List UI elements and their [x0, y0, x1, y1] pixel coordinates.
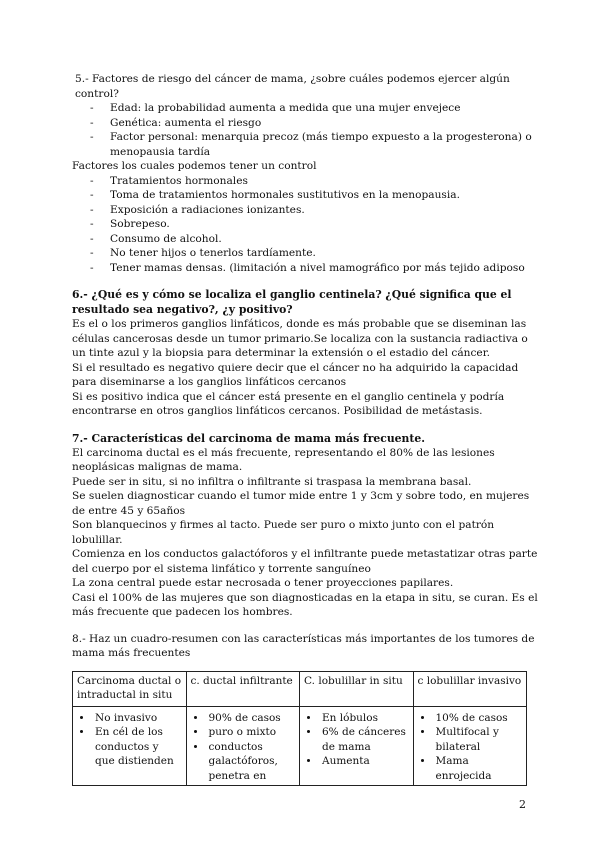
list-item: • 10% de casos [434, 711, 523, 726]
q6-paragraph: Es el o los primeros ganglios linfáticos, donde es más probable que se diseminan las células cancerosas desde un tumor primario.Se localiza con la sustancia radiactiva o un tinte azul y la biopsia para determinar la extensión o el estadio del cáncer. [72, 318, 528, 359]
table-header-cell: Carcinoma ductal o intraductal in situ [73, 671, 187, 706]
list-item: - Sobrepeso. [90, 217, 542, 232]
q7-paragraph: El carcinoma ductal es el más frecuente, representando el 80% de las lesiones neoplásicas malignas de mama. [72, 446, 495, 473]
list-item: • Multifocal y bilateral [434, 725, 523, 754]
list-item: - Edad: la probabilidad aumenta a medida que una mujer envejece [90, 101, 542, 116]
table-cell [300, 706, 414, 786]
list-item: - Consumo de alcohol. [90, 232, 542, 247]
q6-title: 6.- ¿Qué es y cómo se localiza el ganglio centinela? ¿Qué significa que el resultado sea negativo?, ¿y positivo? [72, 288, 512, 316]
list-item: - Exposición a radiaciones ionizantes. [90, 203, 542, 218]
table-row [73, 706, 527, 786]
list-item: - Toma de tratamientos hormonales sustitutivos en la menopausia. [90, 188, 542, 203]
table-cell [413, 706, 527, 786]
list-item: • No invasivo [93, 711, 182, 726]
list-item: • puro o mixto [207, 725, 296, 740]
list-item: • Mama enrojecida [434, 754, 523, 783]
q8-title: 8.- Haz un cuadro-resumen con las características más importantes de los tumores de mama más frecuentes [72, 632, 535, 659]
table-cell [186, 706, 300, 786]
list-item: - No tener hijos o tenerlos tardíamente. [90, 246, 542, 261]
list-item: • 90% de casos [207, 711, 296, 726]
table-header-row [73, 671, 527, 706]
q5-subtitle: Factores los cuales podemos tener un control [72, 160, 317, 172]
summary-table [72, 671, 527, 787]
q7-title: 7.- Características del carcinoma de mama más frecuente. [72, 431, 426, 445]
q7-paragraph: Puede ser in situ, si no infiltra o infiltrante si traspasa la membrana basal. [72, 475, 472, 488]
table-header-cell: C. lobulillar in situ [300, 671, 414, 706]
list-item: - Tener mamas densas. (limitación a nivel mamográfico por más tejido adiposo [90, 261, 542, 276]
q6-paragraph: Si es positivo indica que el cáncer está presente en el ganglio centinela y podría encontrarse en otros ganglios linfáticos cercanos. Posibilidad de metástasis. [72, 390, 505, 417]
q5-risk-factors-list [72, 101, 542, 159]
list-item: • En cél de los conductos y que distienden [93, 725, 182, 769]
q7-paragraph: Se suelen diagnosticar cuando el tumor mide entre 1 y 3cm y sobre todo, en mujeres de entre 45 y 65años [72, 490, 530, 517]
q7-paragraph: Casi el 100% de las mujeres que son diagnosticadas en la etapa in situ, se curan. Es el más frecuente que padecen los hombres. [72, 591, 538, 618]
table-cell [73, 706, 187, 786]
list-item: - Factor personal: menarquia precoz (más tiempo expuesto a la progesterona) o menopausia tardía [90, 130, 542, 159]
table-header-cell: c lobulillar invasivo [413, 671, 527, 706]
list-item: - Tratamientos hormonales [90, 174, 542, 189]
list-item: - Genética: aumenta el riesgo [90, 116, 542, 131]
list-item: • conductos galactóforos, penetra en [207, 740, 296, 784]
page-number: 2 [519, 798, 526, 811]
q7-paragraph: Comienza en los conductos galactóforos y el infiltrante puede metastatizar otras parte del cuerpo por el sistema linfático y torrente sanguíneo [72, 548, 538, 575]
list-item: • 6% de cánceres de mama [320, 725, 409, 754]
q5-title: 5.- Factores de riesgo del cáncer de mama, ¿sobre cuáles podemos ejercer algún control? [75, 73, 510, 100]
list-item: • Aumenta [320, 754, 409, 769]
q7-paragraph: La zona central puede estar necrosada o tener proyecciones papilares. [72, 577, 454, 589]
q6-paragraph: Si el resultado es negativo quiere decir que el cáncer no ha adquirido la capacidad para diseminarse a los ganglios linfáticos cercanos [72, 361, 519, 388]
table-header-cell: c. ductal infiltrante [186, 671, 300, 706]
q7-paragraph: Son blanquecinos y firmes al tacto. Puede ser puro o mixto junto con el patrón lobulillar. [72, 519, 495, 546]
list-item: • En lóbulos [320, 711, 409, 726]
document-page [72, 72, 542, 786]
q5-control-factors-list [72, 174, 542, 276]
